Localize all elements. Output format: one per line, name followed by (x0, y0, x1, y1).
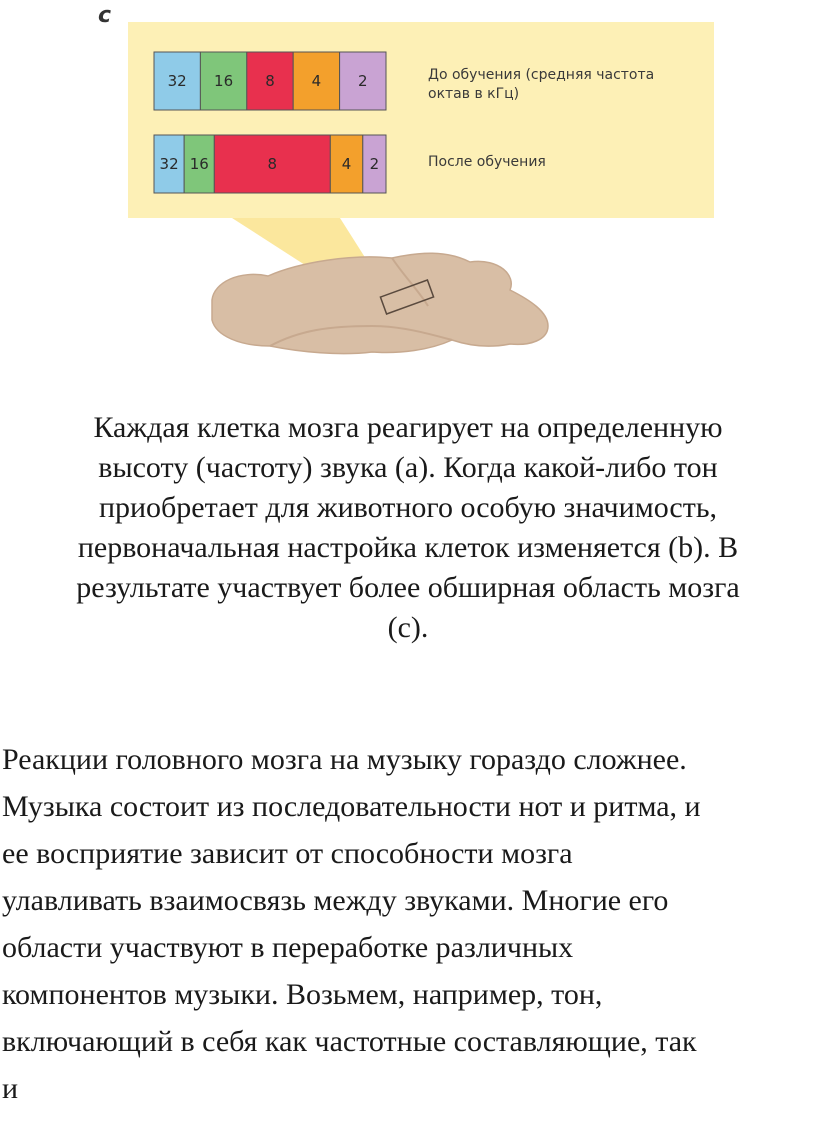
body-line: и (2, 1072, 19, 1105)
before-band-label: 2 (358, 72, 368, 90)
figure-caption (14, 408, 802, 648)
caption-line: Каждая клетка мозга реагирует на определенную (93, 411, 723, 444)
after-band-label: 32 (159, 155, 179, 173)
panel-letter: c (98, 3, 112, 28)
after-band-label: 2 (369, 155, 380, 173)
body-line: области участвуют в переработке различных (2, 931, 574, 964)
before-training-row (154, 52, 386, 110)
body-line: включающий в себя как частотные составляющие, так (2, 1025, 697, 1058)
after-band-label: 8 (267, 155, 278, 173)
body-line: компонентов музыки. Возьмем, например, тон, (2, 978, 603, 1011)
caption-line: первоначальная настройка клеток изменяется (b). В (77, 531, 739, 564)
caption-line: приобретает для животного особую значимость, (98, 491, 718, 524)
caption-line: результате участвует более обширная область мозга (76, 571, 740, 604)
after-label: После обучения (428, 154, 546, 170)
body-line: Реакции головного мозга на музыку гораздо сложнее. (2, 743, 687, 776)
brain-illustration (212, 253, 548, 353)
before-label-line2: октав в кГц) (428, 86, 520, 102)
after-training-row (154, 135, 386, 193)
tonotopy-diagram (0, 0, 816, 400)
after-band-label: 4 (341, 155, 352, 173)
figure-c (0, 0, 816, 400)
body-line: ее восприятие зависит от способности мозга (2, 837, 573, 870)
body-line: Музыка состоит из последовательности нот и ритма, и (2, 790, 701, 823)
before-band-label: 32 (167, 72, 187, 90)
body-paragraph (2, 736, 814, 1112)
before-band-label: 8 (265, 72, 275, 90)
caption-line: высоту (частоту) звука (а). Когда какой-либо тон (98, 451, 718, 484)
caption-line: (с). (387, 611, 429, 644)
after-band-label: 16 (189, 155, 209, 173)
body-line: улавливать взаимосвязь между звуками. Многие его (2, 884, 669, 917)
before-label-line1: До обучения (средняя частота (428, 67, 655, 83)
before-band-label: 16 (214, 72, 234, 90)
before-band-label: 4 (311, 72, 322, 90)
